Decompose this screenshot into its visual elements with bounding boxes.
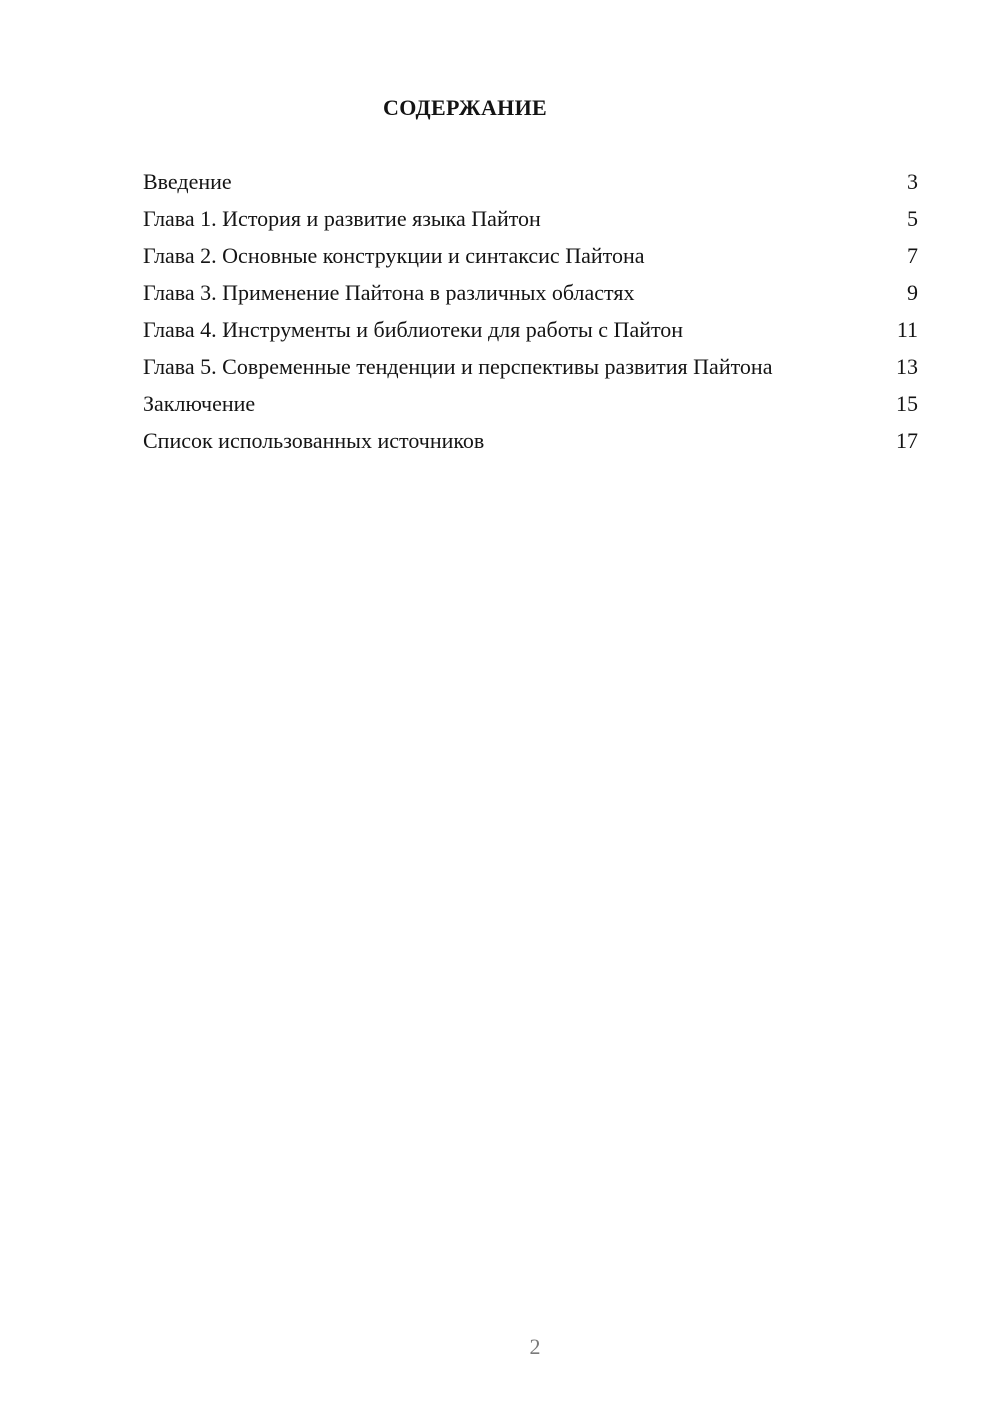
toc-entry-page: 3 (907, 169, 918, 194)
table-of-contents (143, 168, 918, 464)
toc-entry-page: 9 (907, 280, 918, 305)
toc-entry-page: 17 (896, 428, 918, 453)
toc-entry (143, 427, 918, 455)
toc-entry (143, 168, 918, 196)
toc-entry-page: 11 (896, 317, 918, 342)
toc-entry (143, 316, 918, 344)
page-title (70, 95, 1000, 121)
toc-entry-label: Глава 1. История и развитие языка Пайтон (143, 206, 541, 231)
toc-entry-label: Глава 3. Применение Пайтона в различных областях (143, 280, 635, 305)
toc-entry-label: Глава 5. Современные тенденции и перспективы развития Пайтона (143, 354, 773, 379)
toc-entry (143, 205, 918, 233)
toc-entry-label: Список использованных источников (143, 428, 485, 453)
toc-entry-page: 13 (896, 354, 918, 379)
toc-entry-label: Введение (143, 169, 232, 194)
toc-entry-page: 5 (907, 206, 918, 231)
page-number: 2 (529, 1334, 541, 1359)
toc-entry-page: 15 (896, 391, 918, 416)
toc-entry-label: Глава 4. Инструменты и библиотеки для работы с Пайтон (143, 317, 684, 342)
toc-entry (143, 279, 918, 307)
toc-entry-page: 7 (907, 243, 918, 268)
page-title-text: СОДЕРЖАНИЕ (383, 95, 547, 120)
toc-entry (143, 353, 918, 381)
toc-entry (143, 390, 918, 418)
toc-entry-label: Глава 2. Основные конструкции и синтаксис Пайтона (143, 243, 645, 268)
toc-entry (143, 242, 918, 270)
toc-entry-label: Заключение (143, 391, 256, 416)
